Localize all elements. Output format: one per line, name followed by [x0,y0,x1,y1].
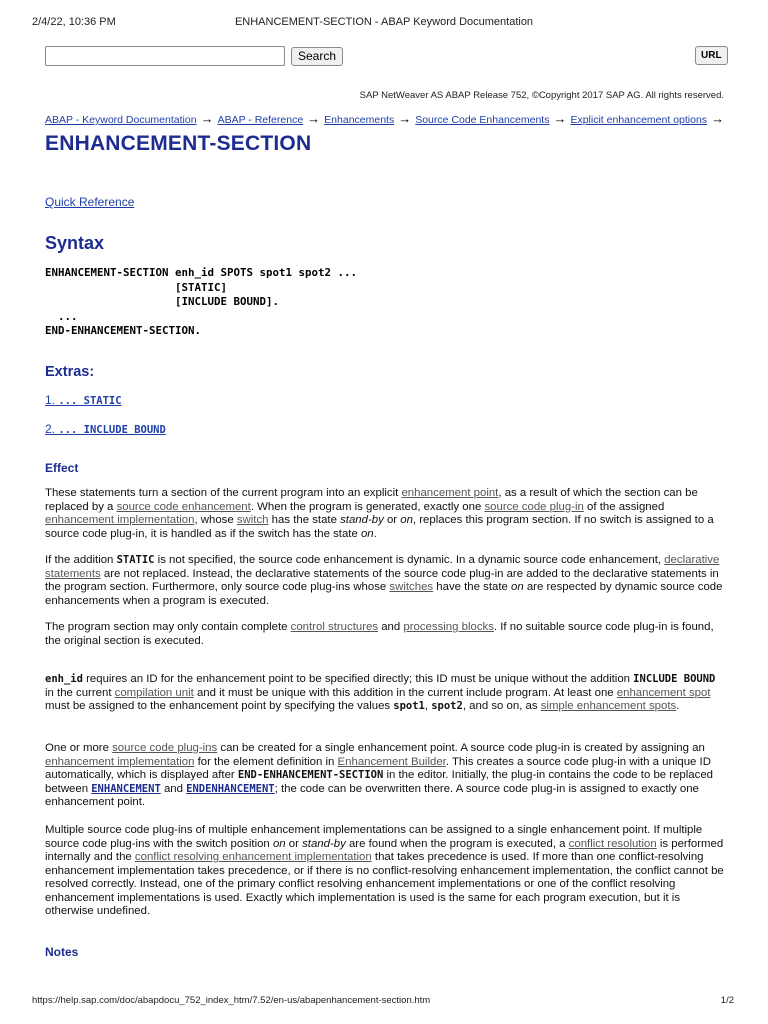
extra-text: ... STATIC [58,395,122,407]
code-term: STATIC [116,554,155,566]
link-keyword-endenhancement[interactable]: ENDENHANCEMENT [186,782,275,795]
text: requires an ID for the enhancement point to be specified directly; this ID must be unique without the addition [82,673,634,685]
text: . [676,700,680,712]
effect-paragraph-1 [45,487,725,541]
link-conflict-resolution[interactable]: conflict resolution [568,837,657,850]
syntax-code-block: ENHANCEMENT-SECTION enh_id SPOTS spot1 spot2 ... [STATIC] [INCLUDE BOUND]. ... END-ENHANCEMENT-SECTION. [45,266,358,337]
breadcrumb-abap-reference[interactable]: ABAP - Reference [217,114,304,126]
text: If the addition [45,554,117,566]
print-page-number: 1/2 [720,995,734,1006]
code-term: enh_id [45,673,83,685]
text: or [383,514,401,526]
text: ; the code can be overwritten there. A source code plug-in is assigned to exactly one enhancement point. [45,782,699,808]
text: can be created for a single enhancement point. A source code plug-in is created by assigning an [217,742,705,754]
italic-term: stand-by [302,837,346,850]
link-compilation-unit[interactable]: compilation unit [114,686,194,699]
breadcrumb-explicit-enhancement-options[interactable]: Explicit enhancement options [570,114,708,126]
link-enhancement-implementation[interactable]: enhancement implementation [45,755,195,768]
text: has the state [268,514,341,526]
print-footer-url: https://help.sap.com/doc/abapdocu_752_index_htm/7.52/en-us/abapenhancement-section.htm [32,995,431,1006]
link-processing-blocks[interactable]: processing blocks [403,621,494,633]
print-page-title: ENHANCEMENT-SECTION - ABAP Keyword Documentation [234,16,534,28]
extra-text: ... INCLUDE BOUND [58,424,166,436]
text: that takes precedence is used. If more than one conflict-resolving enhancement implementation takes precedence, or if there is no conflict-resolving enhancement implementation, the conflict cannot be resolved correctly. Instead, one of the primary conflict resolving enhancement implementations or one of the conflict resolving enhancement implementations is used. Exactly which implementation is used is the same for each program execution, but it is otherwise undefined. [45,851,724,917]
breadcrumb-arrow-icon: → [398,111,412,126]
text: is not specified, the source code enhancement is dynamic. In a dynamic source code enhancement, [154,554,665,566]
text: are found when the program is executed, a [345,837,569,850]
text: , replaces this program section. If no switch is assigned to a source code plug-in, it is handled as if the switch has the state [45,514,714,540]
text: . This creates a source code plug-in with a unique ID automatically, which is displayed after [45,755,711,781]
extras-heading: Extras: [45,364,95,380]
search-button[interactable]: Search [291,47,343,66]
link-switch[interactable]: switch [236,514,269,526]
italic-term: on [360,527,374,540]
link-enhancement-spot[interactable]: enhancement spot [616,686,711,699]
code-term: INCLUDE BOUND [633,673,716,685]
extra-link-include-bound[interactable] [45,422,166,436]
quick-reference-link[interactable]: Quick Reference [45,195,135,209]
code-term: spot2 [431,700,463,712]
text: in the editor. Initially, the plug-in contains the code to be replaced between [45,769,713,795]
text: in the current [45,686,115,699]
search-input[interactable] [45,46,285,66]
text: of the assigned [583,500,665,513]
text: The program section may only contain complete [45,621,291,633]
text: and it must be unique with this addition in the current include program. At least one [193,686,617,699]
link-enhancement-point[interactable]: enhancement point [401,487,499,499]
italic-term: on [400,514,413,526]
text: and [378,621,404,633]
link-source-code-plug-in[interactable]: source code plug-in [484,500,584,513]
link-source-code-enhancement[interactable]: source code enhancement [116,500,251,513]
effect-paragraph-3 [45,621,725,648]
text: Multiple source code plug-ins of multiple enhancement implementations can be assigned to a single enhancement point. If multiple source code plug-ins with the switch position [45,824,703,850]
effect-heading: Effect [45,461,79,475]
effect-paragraph-5 [45,742,725,810]
breadcrumb-abap-keyword-documentation[interactable]: ABAP - Keyword Documentation [45,114,197,126]
effect-paragraph-6 [45,824,725,919]
text: . If no suitable source code plug-in is found, the original section is executed. [45,621,714,647]
extra-link-static[interactable] [45,393,122,407]
link-enhancement-implementation[interactable]: enhancement implementation [45,514,195,526]
text: , [424,700,432,712]
breadcrumb-source-code-enhancements[interactable]: Source Code Enhancements [415,114,550,126]
text: One or more [45,742,113,754]
text: . When the program is generated, exactly one [250,500,485,513]
text: These statements turn a section of the current program into an explicit [45,487,402,499]
link-source-code-plug-ins[interactable]: source code plug-ins [112,742,218,754]
link-keyword-enhancement[interactable]: ENHANCEMENT [91,782,161,795]
text: have the state [433,581,511,593]
link-conflict-resolving-enhancement-implementation[interactable]: conflict resolving enhancement implementation [134,851,372,863]
link-enhancement-builder[interactable]: Enhancement Builder [337,755,446,768]
italic-term: stand-by [340,514,384,526]
effect-paragraph-4 [45,673,725,714]
text: or [285,837,303,850]
breadcrumb-arrow-icon: → [711,111,725,126]
text: and [160,782,187,795]
extra-number: 2. [45,422,56,436]
italic-term: on [272,837,286,850]
text: for the element definition in [194,755,338,768]
effect-paragraph-2 [45,554,725,608]
syntax-heading: Syntax [45,233,105,253]
text: . [373,527,377,540]
link-switches[interactable]: switches [389,581,434,593]
copyright-notice: SAP NetWeaver AS ABAP Release 752, ©Copyright 2017 SAP AG. All rights reserved. [359,90,724,101]
code-term: END-ENHANCEMENT-SECTION [237,769,384,781]
notes-heading: Notes [45,945,79,959]
text: , and so on, as [462,700,541,712]
link-simple-enhancement-spots[interactable]: simple enhancement spots [540,700,677,712]
page-title: ENHANCEMENT-SECTION [45,132,312,155]
text: must be assigned to the enhancement point by specifying the values [45,700,394,712]
link-control-structures[interactable]: control structures [290,621,379,633]
text: , whose [194,514,237,526]
text: are respected by dynamic source code enhancements when a program is executed. [45,581,723,607]
breadcrumb-enhancements[interactable]: Enhancements [324,114,395,126]
text: are not replaced. Instead, the declarative statements of the source code plug-in are added to the declarative statements in the program section. Furthermore, only source code plug-ins whose [45,567,719,593]
link-declarative-statements[interactable]: declarative statements [45,554,720,580]
breadcrumb [45,111,728,126]
print-datetime: 2/4/22, 10:36 PM [32,16,116,28]
italic-term: on [511,581,524,593]
breadcrumb-arrow-icon: → [200,111,214,126]
text: , as a result of which the section can be replaced by a [45,487,698,513]
breadcrumb-arrow-icon: → [307,111,321,126]
text: is performed internally and the [45,837,724,863]
url-button[interactable]: URL [695,46,728,65]
code-term: spot1 [393,700,425,712]
extra-number: 1. [45,393,56,407]
breadcrumb-arrow-icon: → [553,111,567,126]
